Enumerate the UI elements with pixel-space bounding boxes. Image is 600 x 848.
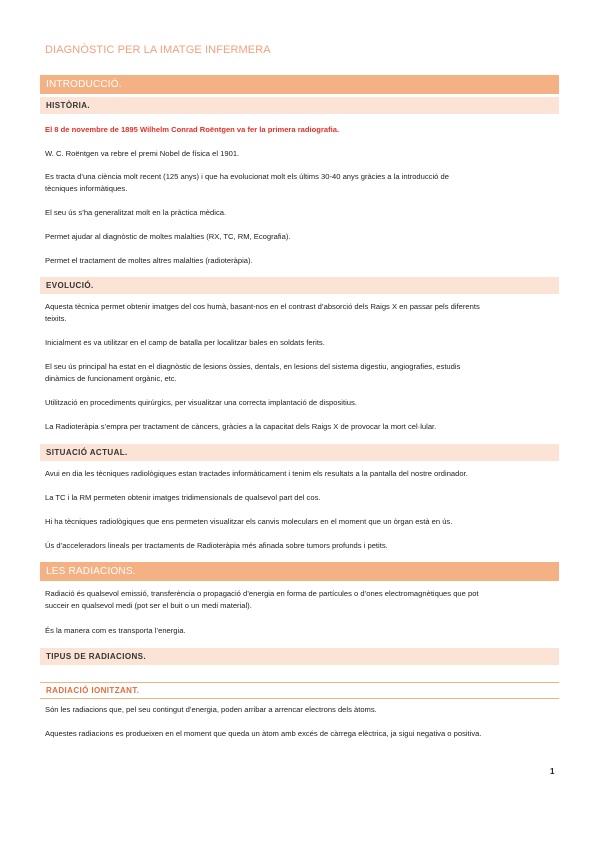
- heading-introduccio: INTRODUCCIÓ.: [40, 75, 559, 94]
- evolucio-paragraph-4: Utilització en procediments quirúrgics, per visualitzar una correcta implantació de dispositius.: [45, 398, 357, 407]
- situacio-paragraph-1: Avui en dia les tècniques radiològiques estan tractades informàticament i tenim els resultats a la pantalla del nostre ordinador.: [45, 469, 468, 478]
- evolucio-paragraph-3-line-1: El seu ús principal ha estat en el diagnòstic de lesions òssies, dentals, en lesions del sistema digestiu, angiografies, estudis: [45, 362, 461, 371]
- situacio-paragraph-4: Ús d’acceleradors lineals per tractaments de Radioteràpia més afinada sobre tumors profunds i petits.: [45, 541, 388, 550]
- radiacions-paragraph-1-line-2: succeir en qualsevol medi (pot ser el buit o un medi material).: [45, 601, 252, 610]
- evolucio-paragraph-1-line-1: Aquesta tècnica permet obtenir imatges del cos humà, basant-nos en el contrast d’absorció dels Raigs X en passar pels diferents: [45, 302, 480, 311]
- subheading-evolucio: EVOLUCIÓ.: [40, 277, 559, 294]
- subheading-situacio-actual: SITUACIÓ ACTUAL.: [40, 444, 559, 461]
- situacio-paragraph-2: La TC i la RM permeten obtenir imatges tridimensionals de qualsevol part del cos.: [45, 493, 321, 502]
- situacio-paragraph-3: Hi ha tècniques radiològiques que ens permeten visualitzar els canvis moleculars en el moment que un òrgan està en ús.: [45, 517, 453, 526]
- subsubheading-radiacio-ionitzant: RADIACIÓ IONITZANT.: [40, 682, 559, 699]
- historia-paragraph-5: Permet ajudar al diagnòstic de moltes malalties (RX, TC, RM, Ecografia).: [45, 232, 291, 241]
- historia-paragraph-4: El seu ús s’ha generalitzat molt en la pràctica mèdica.: [45, 208, 227, 217]
- evolucio-paragraph-5: La Radioteràpia s’empra per tractament de càncers, gràcies a la capacitat dels Raigs X de provocar la mort cel·lular.: [45, 422, 437, 431]
- ionitzant-paragraph-2: Aquestes radiacions es produeixen en el moment que queda un àtom amb excés de càrrega elèctrica, ja sigui negativa o positiva.: [45, 729, 482, 738]
- evolucio-paragraph-1-line-2: teixits.: [45, 314, 67, 323]
- page-number: 1: [550, 767, 555, 776]
- historia-paragraph-3-line-2: tècniques informàtiques.: [45, 184, 128, 193]
- historia-paragraph-3-line-1: Es tracta d’una ciència molt recent (125 anys) i que ha evolucionat molt els últims 30-40 anys gràcies a la introducció de: [45, 172, 449, 181]
- ionitzant-paragraph-1: Són les radiacions que, pel seu contingut d’energia, poden arribar a arrencar electrons dels àtoms.: [45, 705, 377, 714]
- evolucio-paragraph-3-line-2: dinàmics de funcionament orgànic, etc.: [45, 374, 177, 383]
- subheading-historia: HISTÒRIA.: [40, 97, 559, 114]
- radiacions-paragraph-1-line-1: Radiació és qualsevol emissió, transferència o propagació d’energia en forma de partícules o d’ones electromagnètiques que pot: [45, 589, 479, 598]
- heading-les-radiacions: LES RADIACIONS.: [40, 562, 559, 581]
- evolucio-paragraph-2: Inicialment es va utilitzar en el camp de batalla per localitzar bales en soldats ferits.: [45, 338, 325, 347]
- document-title: DIAGNÒSTIC PER LA IMATGE INFERMERA: [45, 44, 271, 56]
- radiacions-paragraph-2: És la manera com es transporta l’energia.: [45, 626, 186, 635]
- historia-paragraph-2: W. C. Roëntgen va rebre el premi Nobel de física el 1901.: [45, 149, 240, 158]
- subheading-tipus-de-radiacions: TIPUS DE RADIACIONS.: [40, 648, 559, 665]
- historia-paragraph-6: Permet el tractament de moltes altres malalties (radioteràpia).: [45, 256, 253, 265]
- historia-paragraph-1: El 8 de novembre de 1895 Wilhelm Conrad Roëntgen va fer la primera radiografia.: [45, 125, 340, 134]
